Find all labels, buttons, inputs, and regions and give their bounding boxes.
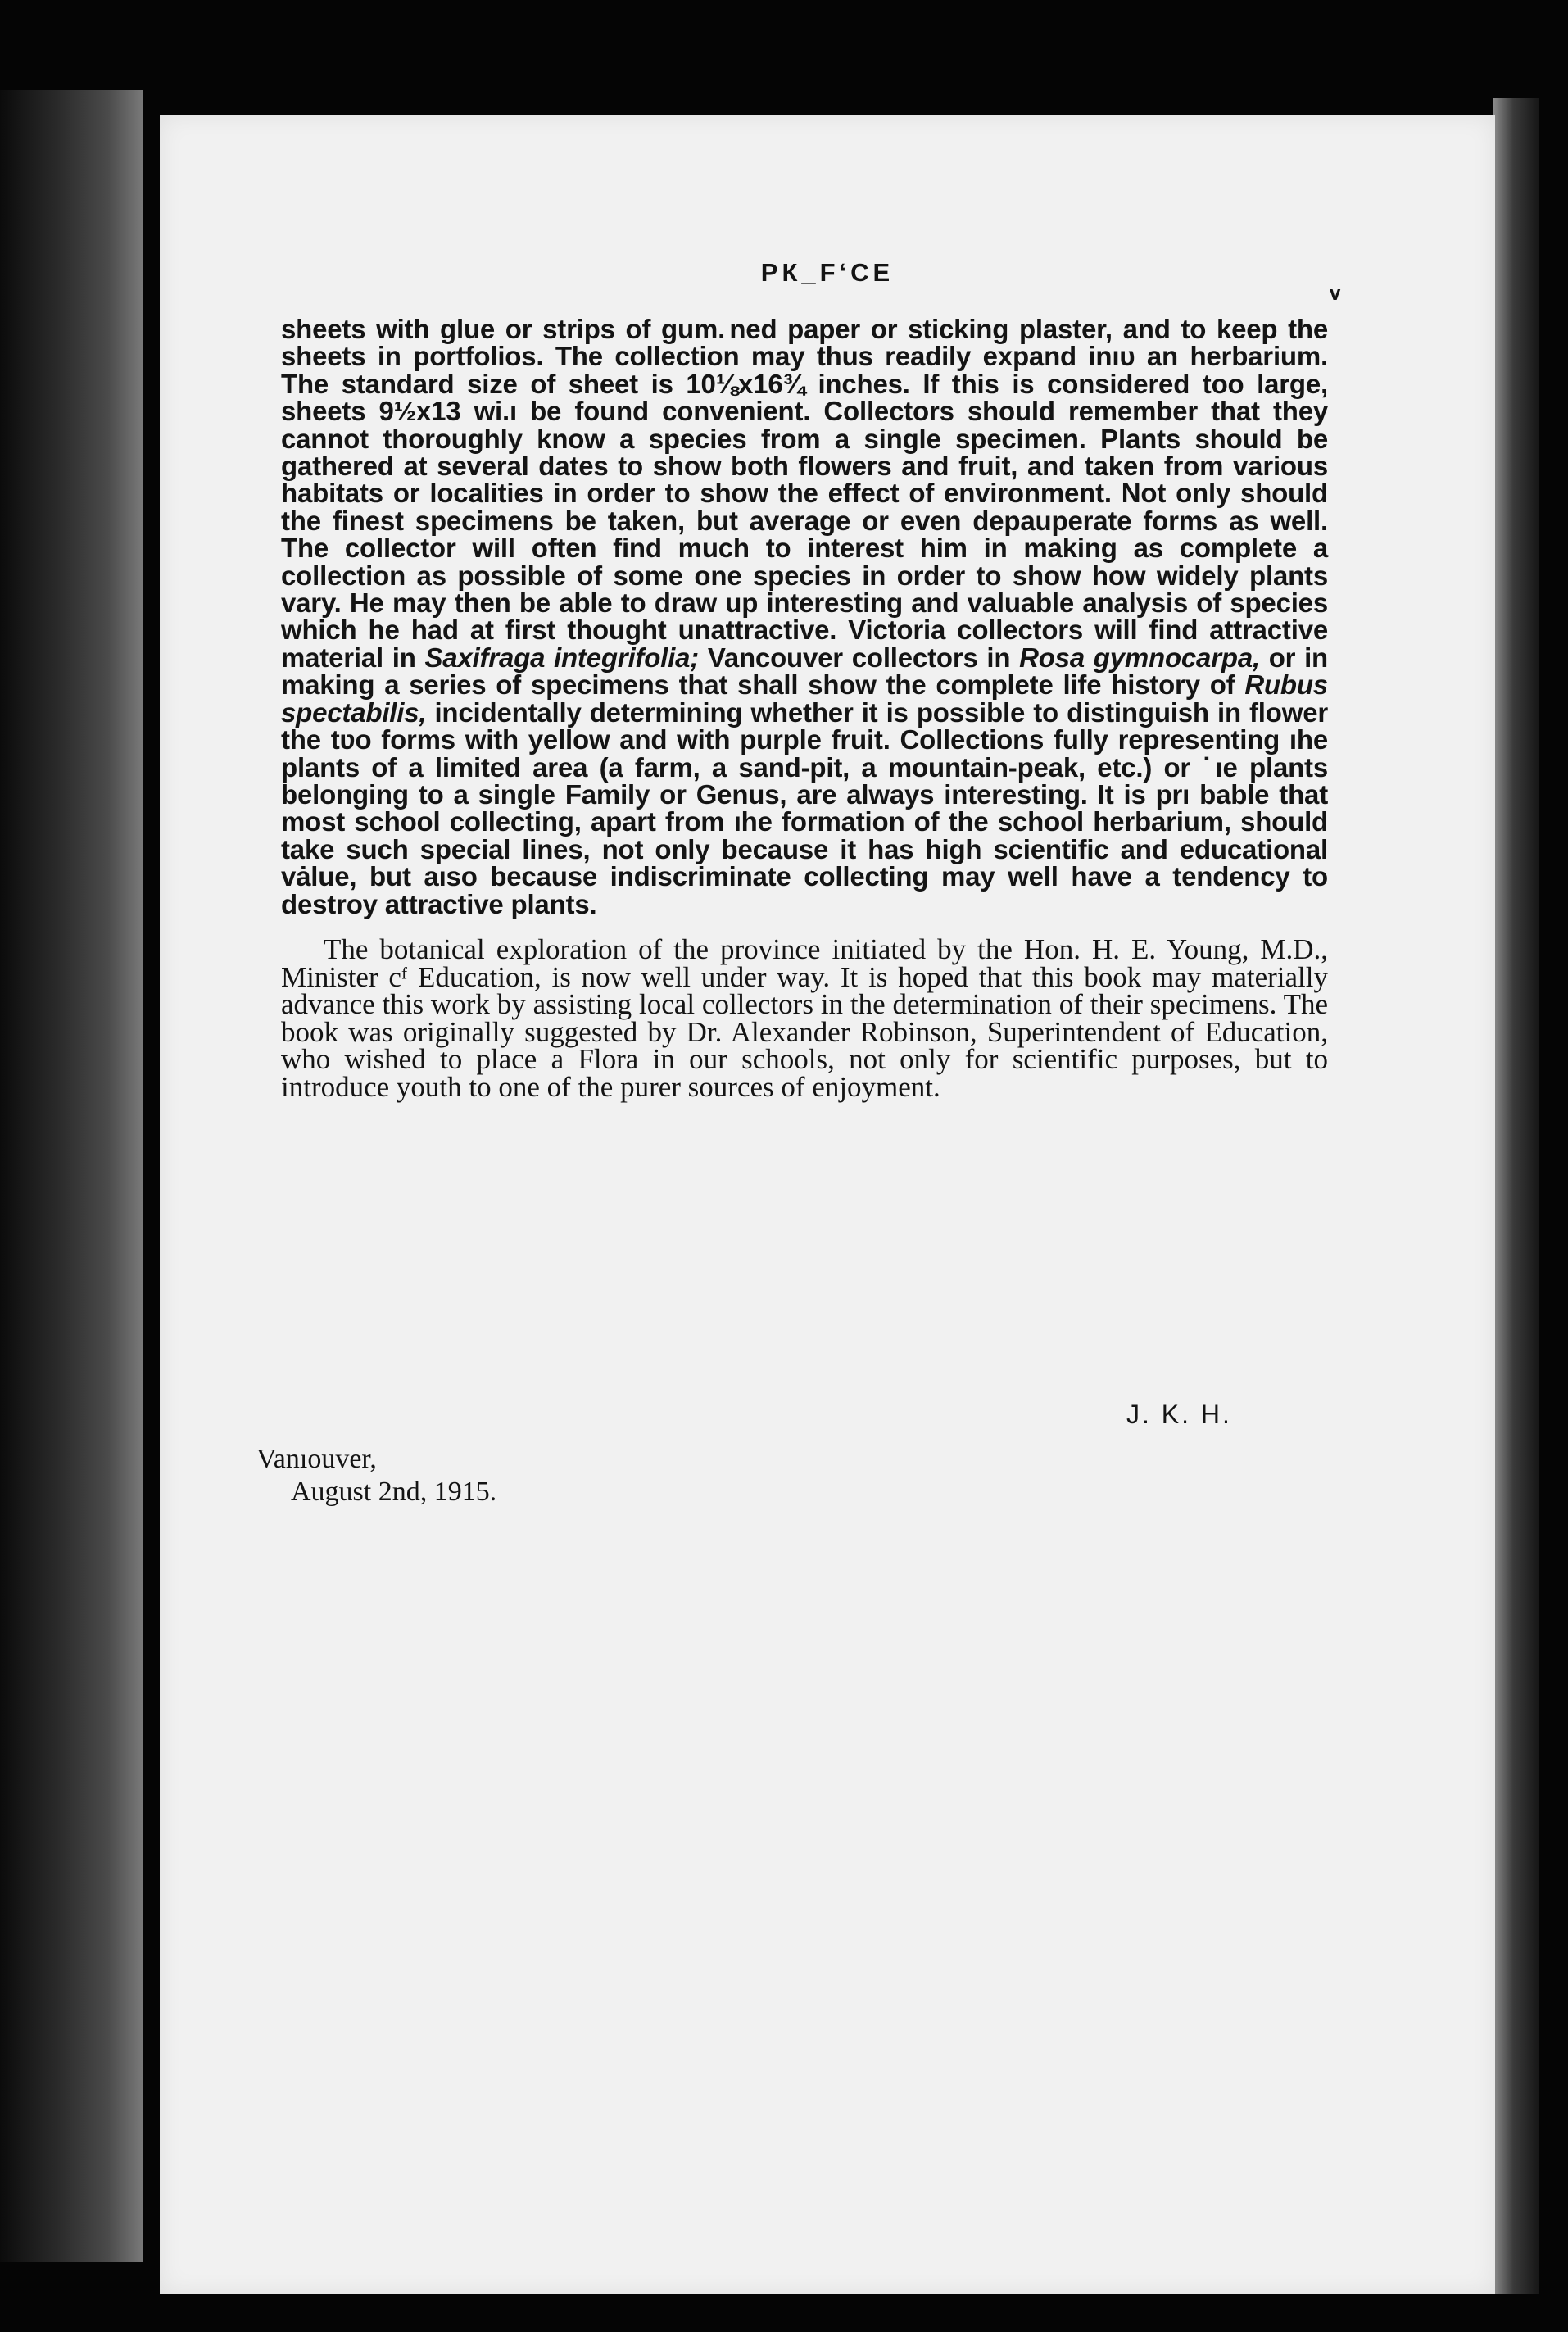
paragraph-text: or in making a series of specimens that shall show the complete life history of — [281, 642, 1328, 701]
body-text — [281, 315, 1328, 1101]
page-number: v — [1330, 283, 1341, 305]
paragraph-exploration: The botanical exploration of the province initiated by the Hon. H. E. Young, M.D., Minister cᶠ Education, is now well under way. It is hoped that this book may materially advance this work by assisting local collectors in the determination of their specimens. The book was originally suggested by Dr. Alexander Robinson, Superintendent of Education, who wished to place a Flora in our schools, not only for scientific purposes, but to introduce youth to one of the purer sources of enjoyment. — [281, 932, 1328, 1103]
date-line: August 2nd, 1915. — [291, 1477, 497, 1507]
species-name: Rubus spectabilis, — [281, 669, 1328, 728]
book-page — [160, 115, 1495, 2294]
right-page-edge — [1493, 98, 1539, 2294]
place-line: Vanıouver, — [256, 1444, 377, 1474]
author-initials: J. K. H. — [1126, 1400, 1232, 1429]
paragraph-herbarium — [281, 315, 1328, 918]
left-page-edge — [0, 90, 143, 2262]
paragraph-text: incidentally determining whether it is possible to distinguish in flower the tʋo forms with yellow and with purple fruit. Collections fully representing ıhe plants of a limited area (a farm, a sand-pit, a mountain-peak, etc.) or ˙ıe plants belonging to a single Family or Genus, are always interesting. It is prı bable that most school collecting, apart from ıhe formation of the school herbarium, should take such special lines, not only because it has high scientific and educational vȧlue, but aıso because indiscriminate collecting may well have a tendency to destroy attractive plants. — [281, 696, 1328, 919]
species-name: Saxifraga integrifolia; — [424, 642, 700, 673]
running-head: PК_FʻCE — [760, 258, 895, 287]
species-name: Rosa gymnocarpa, — [1019, 642, 1260, 673]
paragraph-text: Vancouver collectors in — [699, 642, 1020, 673]
paragraph-text: sheets with glue or strips of gum. ned paper or sticking plaster, and to keep the sheets in portfolios. The collection may thus readily expand inıυ an herbarium. The standard size of sheet is 10⅛x16¾ inches. If this is considered too large, sheets 9½x13 wi.ı be found convenient. Collectors should remember that they cannot thoroughly know a species from a single specimen. Plants should be gathered at several dates to show both flowers and fruit, and taken from various habitats or localities in order to show the effect of environment. Not only should the finest specimens be taken, but average or even depauperate forms as well. The collector will often find much to interest him in making as complete a collection as possible of some one species in order to show how widely plants vary. He may then be able to draw up interesting and valuable analysis of species which he had at first thought unattractive. Victoria collectors will find attractive material in — [281, 314, 1328, 673]
